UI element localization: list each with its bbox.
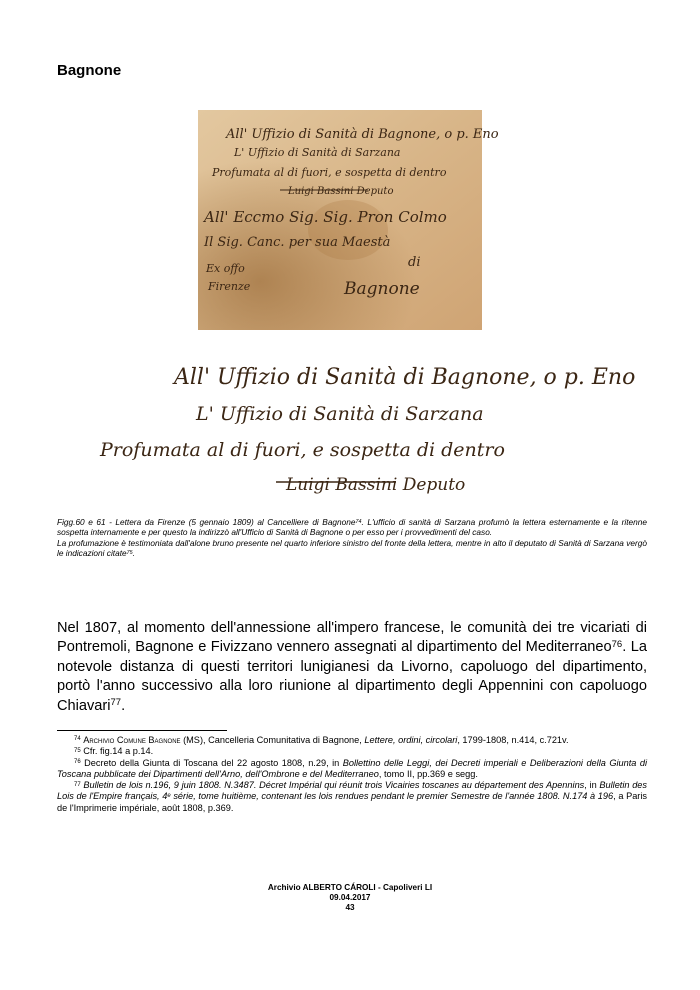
page-title: Bagnone xyxy=(57,62,122,79)
body-text: . La notevole distanza di questi territori lunigianesi da Livorno, capoluogo del dipartimento, portò l'anno successivo alla loro riunione al dipartimento degli Appennini con capoluogo Chiavari xyxy=(57,639,647,714)
footnote-ref: 75 xyxy=(126,549,133,556)
footer-date: 09.04.2017 xyxy=(329,893,371,902)
caption-text: . L'ufficio di sanità di Sarzana profumò la lettera esternamente e la ritenne sospetta internamente e per questo la indirizzò all'Ufficio di Sanità di Bagnone o per esso per i provvedimenti del caso. xyxy=(57,517,647,538)
letter-line: Il Sig. Canc. per sua Maestà xyxy=(204,235,391,250)
letter-line: Bagnone xyxy=(344,279,420,299)
footnote-74 xyxy=(57,735,647,746)
footnote-text: , 1799-1808, n.414, c.721v. xyxy=(457,735,569,745)
footnote-separator xyxy=(57,730,227,731)
detail-line: All' Uffizio di Sanità di Bagnone, o p. Eno xyxy=(174,365,636,390)
letter-line: All' Eccmo Sig. Sig. Pron Colmo xyxy=(204,208,447,226)
page-footer xyxy=(0,883,700,913)
footnote-italic: Lettere, ordini, circolari xyxy=(364,735,458,745)
body-text: . xyxy=(121,697,126,714)
footer-archive: Archivio ALBERTO CÁROLI - Capoliveri LI xyxy=(267,883,433,892)
footnote-text: , in xyxy=(584,780,600,791)
footnote-italic: série, tome huitième, contenant les lois rendues pendant le premier Semestre de l'année 1808. N.174 à 196 xyxy=(170,791,614,802)
letter-line: Ex offo xyxy=(206,262,245,275)
footnote-number: 74 xyxy=(74,736,81,743)
page-number: 43 xyxy=(345,903,355,912)
footnote-75 xyxy=(57,746,647,757)
letter-line: Profumata al di fuori, e sospetta di dentro xyxy=(212,166,447,179)
body-paragraph xyxy=(57,619,647,716)
footnote-number: 76 xyxy=(74,758,81,765)
footnotes xyxy=(57,735,647,814)
detail-line: Profumata al di fuori, e sospetta di dentro xyxy=(100,439,505,461)
footnote-77 xyxy=(57,780,647,814)
footnote-italic: Bulletin de lois n.196, 9 juin 1808. N.3487. Décret Impérial qui réunit trois Vicairies toscanes au département des Apennins xyxy=(80,780,585,791)
letter-line: di xyxy=(408,255,421,270)
letter-detail xyxy=(96,342,636,512)
letter-line: Firenze xyxy=(208,280,251,293)
footnote-number: 77 xyxy=(74,781,81,788)
letter-line: Luigi Bassini Deputo xyxy=(288,186,394,197)
footnote-76 xyxy=(57,758,647,781)
letter-line: L' Uffizio di Sanità di Sarzana xyxy=(234,146,401,159)
footnote-italic: Bollettino delle Leggi, dei Decreti imperiali e Deliberazioni della Giunta di Toscana pubblicate dei Dipartimenti dell'Arno, dell'Ombrone e del Mediterraneo xyxy=(57,757,647,779)
footnote-text: Decreto della Giunta di Toscana del 22 agosto 1808, n.29, in xyxy=(80,757,343,768)
detail-line: L' Uffizio di Sanità di Sarzana xyxy=(196,403,484,425)
letter-photo xyxy=(198,110,499,330)
footnote-text: , a Paris de l'Imprimerie impériale, août 1808, p.369. xyxy=(57,791,647,813)
caption-text: Figg.60 e 61 - Lettera da Firenze (5 gennaio 1809) al Cancelliere di Bagnone xyxy=(57,517,356,527)
footnote-archive: Archivio Comune Bagnone xyxy=(83,735,181,745)
footnote-ref: 74 xyxy=(355,518,362,525)
caption-text: La profumazione è testimoniata dall'alone bruno presente nel quarto inferiore sinistro del fronte della lettera, mentre in alto il deputato di Sanità di Sarzana vergò le indicazioni citate xyxy=(57,537,647,559)
footnote-superscript: e xyxy=(167,792,171,799)
caption-text: . xyxy=(132,548,135,559)
footnote-italic: Bulletin des Lois de l'Empire français, 4 xyxy=(57,780,648,802)
letter-line: All' Uffizio di Sanità di Bagnone, o p. Eno xyxy=(226,127,499,142)
detail-line: Luigi Bassini Deputo xyxy=(286,475,466,495)
footnote-ref: 77 xyxy=(110,697,122,709)
body-text: Nel 1807, al momento dell'annessione all'impero francese, le comunità dei tre vicariati di Pontremoli, Bagnone e Fivizzano vennero assegnati al dipartimento del Mediterraneo xyxy=(57,620,647,656)
footnote-text: , tomo II, pp.369 e segg. xyxy=(378,768,478,779)
footnote-text: Cfr. fig.14 a p.14. xyxy=(80,746,154,757)
footnote-text: (MS), Cancelleria Comunitativa di Bagnone, xyxy=(180,735,365,745)
footnote-number: 75 xyxy=(74,747,81,754)
figure-caption xyxy=(57,517,647,559)
footnote-ref: 76 xyxy=(611,639,623,651)
